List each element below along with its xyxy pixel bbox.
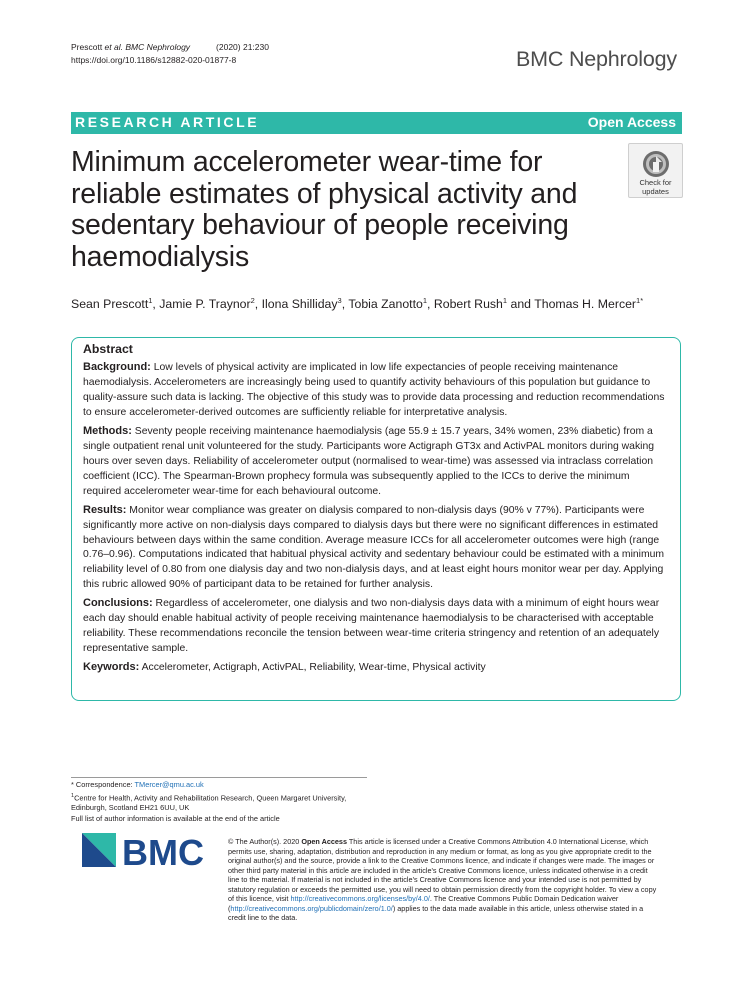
bmc-logo: [82, 830, 210, 870]
correspondence: * Correspondence: TMercer@qmu.ac.uk: [71, 780, 204, 789]
correspondence-email-link[interactable]: TMercer@qmu.ac.uk: [134, 780, 204, 789]
author-separator: ,: [341, 297, 349, 312]
author-affiliation-marker: 1: [422, 296, 428, 305]
license-statement: © The Author(s). 2020 Open Access This article is licensed under a Creative Commons Attribution 4.0 International License, which permits use, sharing, adaptation, distribution and reproduction in any medium or format, as long as you give appropriate credit to the original author(s) and the source, provide a link to the Creative Commons licence, and indicate if changes were made. The images or other third party material in this article are included in the article's Creative Commons licence, unless indicated otherwise in a credit line to the material. If material is not included in the article's Creative Commons licence and your intended use is not permitted by statutory regulation or exceeds the permitted use, you will need to obtain permission directly from the copyright holder. To view a copy of this licence, visit http://creativecommons.org/licenses/by/4.0/. The Creative Commons Public Domain Dedication waiver (http://creativecommons.org/publicdomain/zero/1.0/) applies to the data made available in this article, unless otherwise stated in a credit line to the data.: [228, 837, 657, 923]
abstract-heading: Abstract: [83, 342, 133, 356]
full-author-info-note: Full list of author information is available at the end of the article: [71, 813, 280, 823]
author-separator: ,: [152, 297, 160, 312]
check-for-updates-icon: [642, 150, 670, 178]
abstract-methods: Methods: Seventy people receiving maintenance haemodialysis (age 55.9 ± 15.7 years, 34% women, 23% diabetic) from a single outpatient renal unit volunteered for the study. Participants wore Actigraph GT3x and ActivPAL monitors during waking hours over seven days. Reliability of accelerometer output (normalised to wear-time) was assessed via intraclass correlation coefficient (ICC). The Spearman-Brown prophecy formula was subsequently applied to the ICCs to derive the minimum required accelerometer wear-time for each behavioural outcome.: [83, 424, 655, 497]
author-name: Thomas H. Mercer: [534, 297, 637, 312]
author-name: Robert Rush: [433, 297, 503, 312]
author-separator: ,: [427, 297, 434, 312]
abstract-conclusions: Conclusions: Regardless of accelerometer, one dialysis and two non-dialysis days data with a minimum of eight hours wear each day should enable habitual activity of people receiving maintenance haemodialysis to be characterised with acceptable reliability. These recommendations reconcile the tension between wear-time criteria stringency and retention of an adequately representative sample.: [83, 597, 660, 655]
footnote-rule: [71, 777, 367, 778]
author-separator: ,: [254, 297, 262, 312]
author-affiliation-marker: 2: [250, 296, 255, 305]
abstract-keywords: Keywords: Accelerometer, Actigraph, ActivPAL, Reliability, Wear-time, Physical activity: [83, 661, 486, 674]
author-affiliation-marker: 1*: [636, 296, 644, 305]
author-affiliation-marker: 1: [502, 296, 508, 305]
footnote: [71, 780, 371, 824]
bmc-logo-text: BMC: [122, 832, 204, 870]
cc-zero-waiver-link[interactable]: http://creativecommons.org/publicdomain/zero/1.0/: [230, 903, 393, 913]
author-name: Sean Prescott: [71, 297, 149, 312]
abstract-box: [71, 337, 681, 701]
author-separator: and: [507, 297, 535, 312]
article-type: RESEARCH ARTICLE: [75, 114, 260, 130]
check-for-updates-badge[interactable]: [628, 143, 683, 198]
article-title: Minimum accelerometer wear-time for reliable estimates of physical activity and sedentary behaviour of people receiving haemodialysis: [71, 146, 578, 273]
abstract-results: Results: Monitor wear compliance was greater on dialysis compared to non-dialysis days (90% v 77%). Participants were significantly more active on non-dialysis days compared to dialysis days but there were no significant differences in estimated behaviours between days within the same condition. Average measure ICCs for all accelerometer outcomes were high (range 0.76–0.96). Computations indicated that habitual physical activity and sedentary behaviour could be estimated with a minimum reliability level of 0.80 from one dialysis day and two non-dialysis days, and at least eight hours monitor wear per day. Applying this rubric allowed 90% of participant data to be retained for further analysis.: [83, 503, 665, 591]
author-name: Jamie P. Traynor: [159, 297, 251, 312]
author-name: Tobia Zanotto: [348, 297, 423, 312]
citation-year: (2020) 21:230: [216, 42, 269, 52]
running-head: [71, 41, 269, 67]
abstract-background: Background: Low levels of physical activity are implicated in low life expectancies of people receiving maintenance haemodialysis. Accelerometers are increasingly being used to quantify activity behaviours of this population but guidance to quality-assure such data is lacking. The objective of this study was to provide data processing and reduction recommendations to ensure accelerometer-derived outcomes are sufficiently reliable for interpretative analysis.: [83, 361, 665, 418]
journal-name: BMC Nephrology: [516, 47, 677, 71]
doi-link[interactable]: https://doi.org/10.1186/s12882-020-01877-8: [71, 55, 237, 65]
citation-journal: et al. BMC Nephrology: [104, 42, 191, 52]
affiliation: $^1$Centre for Health, Activity and Rehabilitation Research, Queen Margaret University, Edinburgh, Scotland EH21 6UU, UK: [71, 792, 347, 813]
author-list: [71, 293, 691, 312]
license-open-access: Open Access: [301, 837, 347, 846]
author-affiliation-marker: 1: [148, 296, 153, 305]
article-type-banner: [71, 112, 682, 134]
citation-authors: Prescott: [71, 42, 105, 52]
author-affiliation-marker: 3: [337, 296, 342, 305]
check-for-updates-line1: Check for: [639, 178, 672, 187]
open-access-label: Open Access: [587, 114, 676, 130]
check-for-updates-line2: updates: [642, 187, 669, 196]
cc-by-license-link[interactable]: http://creativecommons.org/licenses/by/4.0/: [290, 894, 430, 904]
author-name: Ilona Shilliday: [261, 297, 338, 312]
